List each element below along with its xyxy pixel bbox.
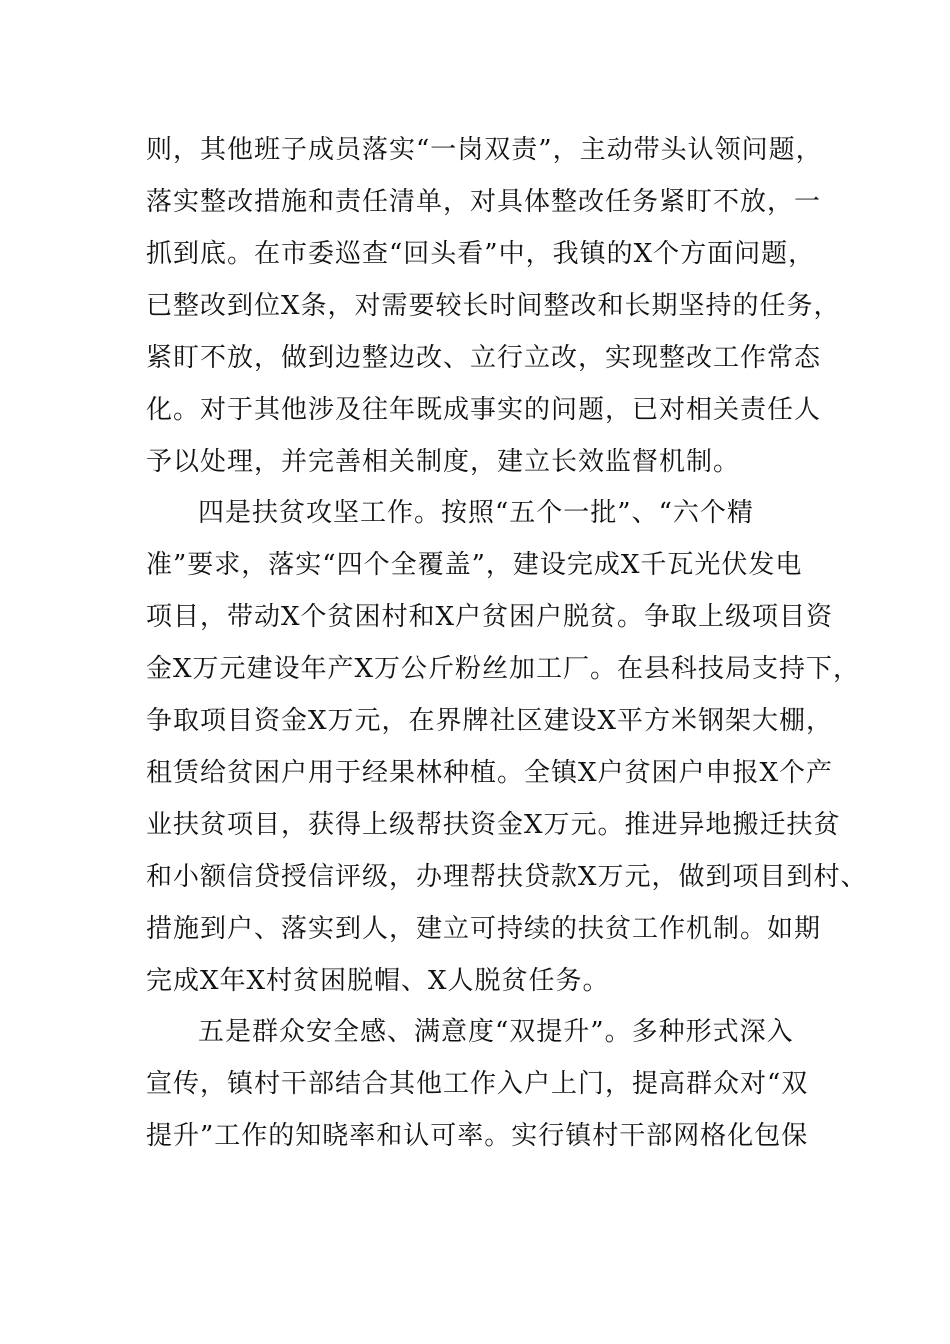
paragraph-1-line-1: 则，其他班子成员落实“一岗双责”，主动带头认领问题， [146,135,823,165]
paragraph-2-line-8: 和小额信贷授信评级，办理帮扶贷款X万元，做到项目到村、 [146,862,868,892]
paragraph-1-line-2: 落实整改措施和责任清单，对具体整改任务紧盯不放，一 [146,187,822,217]
paragraph-1-line-5: 紧盯不放，做到边整边改、立行立改，实现整改工作常态 [146,343,822,373]
paragraph-3 [146,1006,826,1162]
paragraph-2-line-9: 措施到户、落实到人，建立可持续的扶贫工作机制。如期 [146,914,822,944]
paragraph-2-line-10: 完成X年X村贫困脱帽、X人脱贫任务。 [146,966,610,996]
paragraph-2-line-6: 租赁给贫困户用于经果林种植。全镇X户贫困户申报X个产 [146,758,834,788]
paragraph-1-line-6: 化。对于其他涉及往年既成事实的问题，已对相关责任人 [146,395,822,425]
paragraph-2-line-2: 准”要求，落实“四个全覆盖”，建设完成X千瓦光伏发电 [146,550,803,580]
paragraph-2-line-5: 争取项目资金X万元，在界牌社区建设X平方米钢架大棚， [146,706,834,736]
paragraph-2-line-4: 金X万元建设年产X万公斤粉丝加工厂。在县科技局支持下， [146,654,861,684]
paragraph-2-line-1: 四是扶贫攻坚工作。按照“五个一批”、“六个精 [198,498,754,528]
paragraph-2-line-7: 业扶贫项目，获得上级帮扶资金X万元。推进异地搬迁扶贫 [146,810,841,840]
paragraph-1 [146,124,841,488]
paragraph-2 [146,487,868,1007]
paragraph-3-line-1: 五是群众安全感、满意度“双提升”。多种形式深入 [198,1017,794,1047]
paragraph-1-line-3: 抓到底。在市委巡查“回头看”中，我镇的X个方面问题， [146,239,816,269]
paragraph-2-line-3: 项目，带动X个贫困村和X户贫困户脱贫。争取上级项目资 [146,602,834,632]
paragraph-1-line-7: 予以处理，并完善相关制度，建立长效监督机制。 [146,447,741,477]
paragraph-1-line-4: 已整改到位X条，对需要较长时间整改和长期坚持的任务， [146,291,841,321]
paragraph-3-line-2: 宣传，镇村干部结合其他工作入户上门，提高群众对“双 [146,1069,809,1099]
paragraph-3-line-3: 提升”工作的知晓率和认可率。实行镇村干部网格化包保 [146,1121,809,1151]
